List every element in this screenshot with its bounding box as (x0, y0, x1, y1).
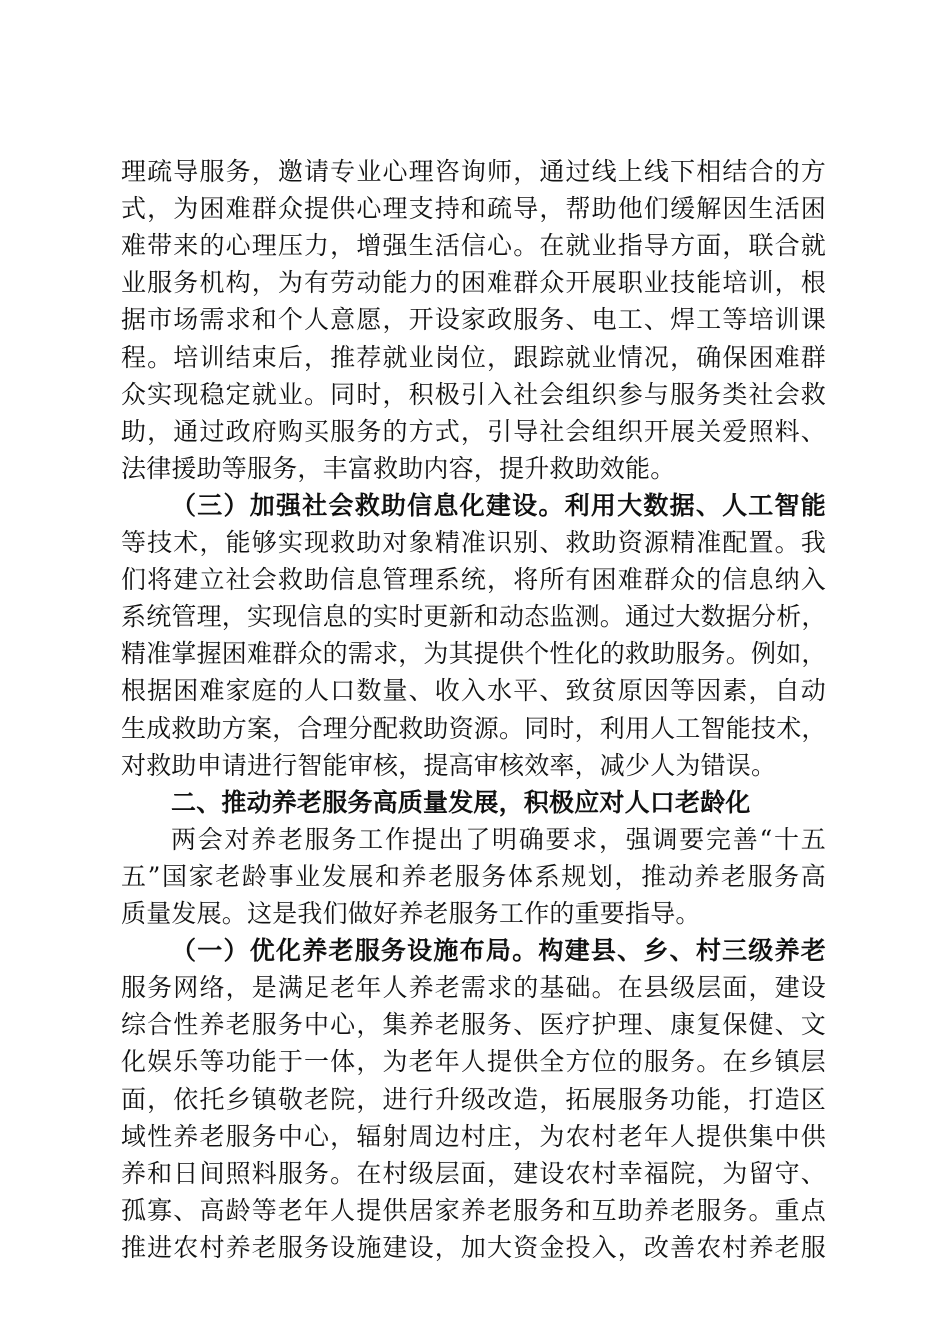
text-line: 们将建立社会救助信息管理系统，将所有困难群众的信息纳入 (121, 565, 826, 594)
text-line: 根据困难家庭的人口数量、收入水平、致贫原因等因素，自动 (121, 676, 826, 705)
text-line: 服务网络，是满足老年人养老需求的基础。在县级层面，建设 (121, 973, 826, 1002)
text-line: 精准掌握困难群众的需求，为其提供个性化的救助服务。例如， (121, 639, 827, 668)
text-line: 两会对养老服务工作提出了明确要求，强调要完善“十五 (171, 825, 826, 854)
subheading-line: （三）加强社会救助信息化建设。利用大数据、人工智能 (171, 491, 826, 520)
text-line: 综合性养老服务中心，集养老服务、医疗护理、康复保健、文 (121, 1010, 826, 1039)
text-line: 据市场需求和个人意愿，开设家政服务、电工、焊工等培训课 (121, 305, 826, 334)
text-line: 生成救助方案，合理分配救助资源。同时，利用人工智能技术， (121, 714, 827, 743)
text-line: 业服务机构，为有劳动能力的困难群众开展职业技能培训，根 (121, 268, 826, 297)
text-line: 法律援助等服务，丰富救助内容，提升救助效能。 (121, 454, 676, 483)
section-heading: 二、推动养老服务高质量发展，积极应对人口老龄化 (171, 788, 751, 817)
text-line: 众实现稳定就业。同时，积极引入社会组织参与服务类社会救 (121, 380, 826, 409)
text-line: 难带来的心理压力，增强生活信心。在就业指导方面，联合就 (121, 231, 826, 260)
text-line: 孤寡、高龄等老年人提供居家养老服务和互助养老服务。重点 (121, 1196, 826, 1225)
text-line: 质量发展。这是我们做好养老服务工作的重要指导。 (121, 899, 701, 928)
text-line: 系统管理，实现信息的实时更新和动态监测。通过大数据分析， (121, 602, 827, 631)
text-line: 化娱乐等功能于一体，为老年人提供全方位的服务。在乡镇层 (121, 1047, 826, 1076)
subheading-line: （一）优化养老服务设施布局。构建县、乡、村三级养老 (171, 936, 826, 965)
text-line: 助，通过政府购买服务的方式，引导社会组织开展关爱照料、 (121, 417, 826, 446)
text-line: 推进农村养老服务设施建设，加大资金投入，改善农村养老服 (121, 1233, 826, 1262)
text-line: 域性养老服务中心，辐射周边村庄，为农村老年人提供集中供 (121, 1122, 826, 1151)
text-line: 五”国家老龄事业发展和养老服务体系规划，推动养老服务高 (121, 862, 826, 891)
text-line: 养和日间照料服务。在村级层面，建设农村幸福院，为留守、 (121, 1159, 826, 1188)
text-line: 面，依托乡镇敬老院，进行升级改造，拓展服务功能，打造区 (121, 1085, 826, 1114)
text-line: 理疏导服务，邀请专业心理咨询师，通过线上线下相结合的方 (121, 157, 826, 186)
text-line: 式，为困难群众提供心理支持和疏导，帮助他们缓解因生活困 (121, 194, 826, 223)
text-line: 对救助申请进行智能审核，提高审核效率，减少人为错误。 (121, 751, 777, 780)
text-line: 等技术，能够实现救助对象精准识别、救助资源精准配置。我 (121, 528, 826, 557)
text-line: 程。培训结束后，推荐就业岗位，跟踪就业情况，确保困难群 (121, 343, 826, 372)
